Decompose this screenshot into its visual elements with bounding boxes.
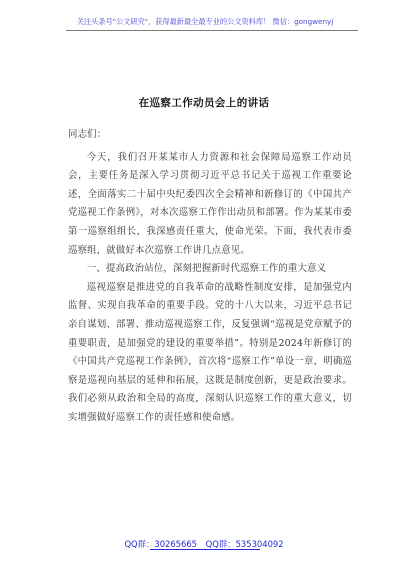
document-body	[68, 120, 352, 428]
paragraph-section-1: 巡视巡察是推进党的自我革命的战略性制度安排，是加强党内监督、实现自我革命的重要手段。党的十八大以来，习近平总书记亲自谋划、部署、推动巡视巡察工作，反复强调“巡视是党章赋予的重要职责，是加强党的建设的重要举措”。特别是2024年新修订的《中国共产党巡视工作条例》，首次将“巡察工作”单设一章，明确巡察是巡视向基层的延伸和拓展，这既是制度创新，更是政治要求。我们必须从政治和全局的高度，深刻认识巡察工作的重大意义，切实增强做好巡察工作的责任感和使命感。	[68, 281, 352, 423]
footer-qq-group-2: QQ群：535304092	[205, 539, 284, 549]
header-divider	[66, 30, 358, 31]
footer-underline	[150, 549, 260, 550]
paragraph-intro: 今天，我们召开某某市人力资源和社会保障局巡察工作动员会，主要任务是深入学习贯彻习近平总书记关于巡视工作重要论述，全面落实二十届中央纪委四次全会精神和新修订的《中国共产党巡视工作条例》，对本次巡察工作作出动员和部署。作为某某市委第一巡察组组长，我深感责任重大，使命光荣。下面，我代表市委巡察组，就做好本次巡察工作讲几点意见。	[68, 151, 352, 256]
header-banner: 关注头条号"公文研究"，获得最新最全最专业的公文资料库！ 微信：gongwenyj	[76, 17, 334, 26]
section-heading-1: 一、提高政治站位，深刻把握新时代巡察工作的重大意义	[86, 263, 327, 275]
salutation: 同志们：	[68, 129, 107, 140]
footer-qq-group-1: QQ群：30265665	[124, 539, 197, 549]
document-title: 在巡察工作动员会上的讲话	[138, 97, 270, 109]
